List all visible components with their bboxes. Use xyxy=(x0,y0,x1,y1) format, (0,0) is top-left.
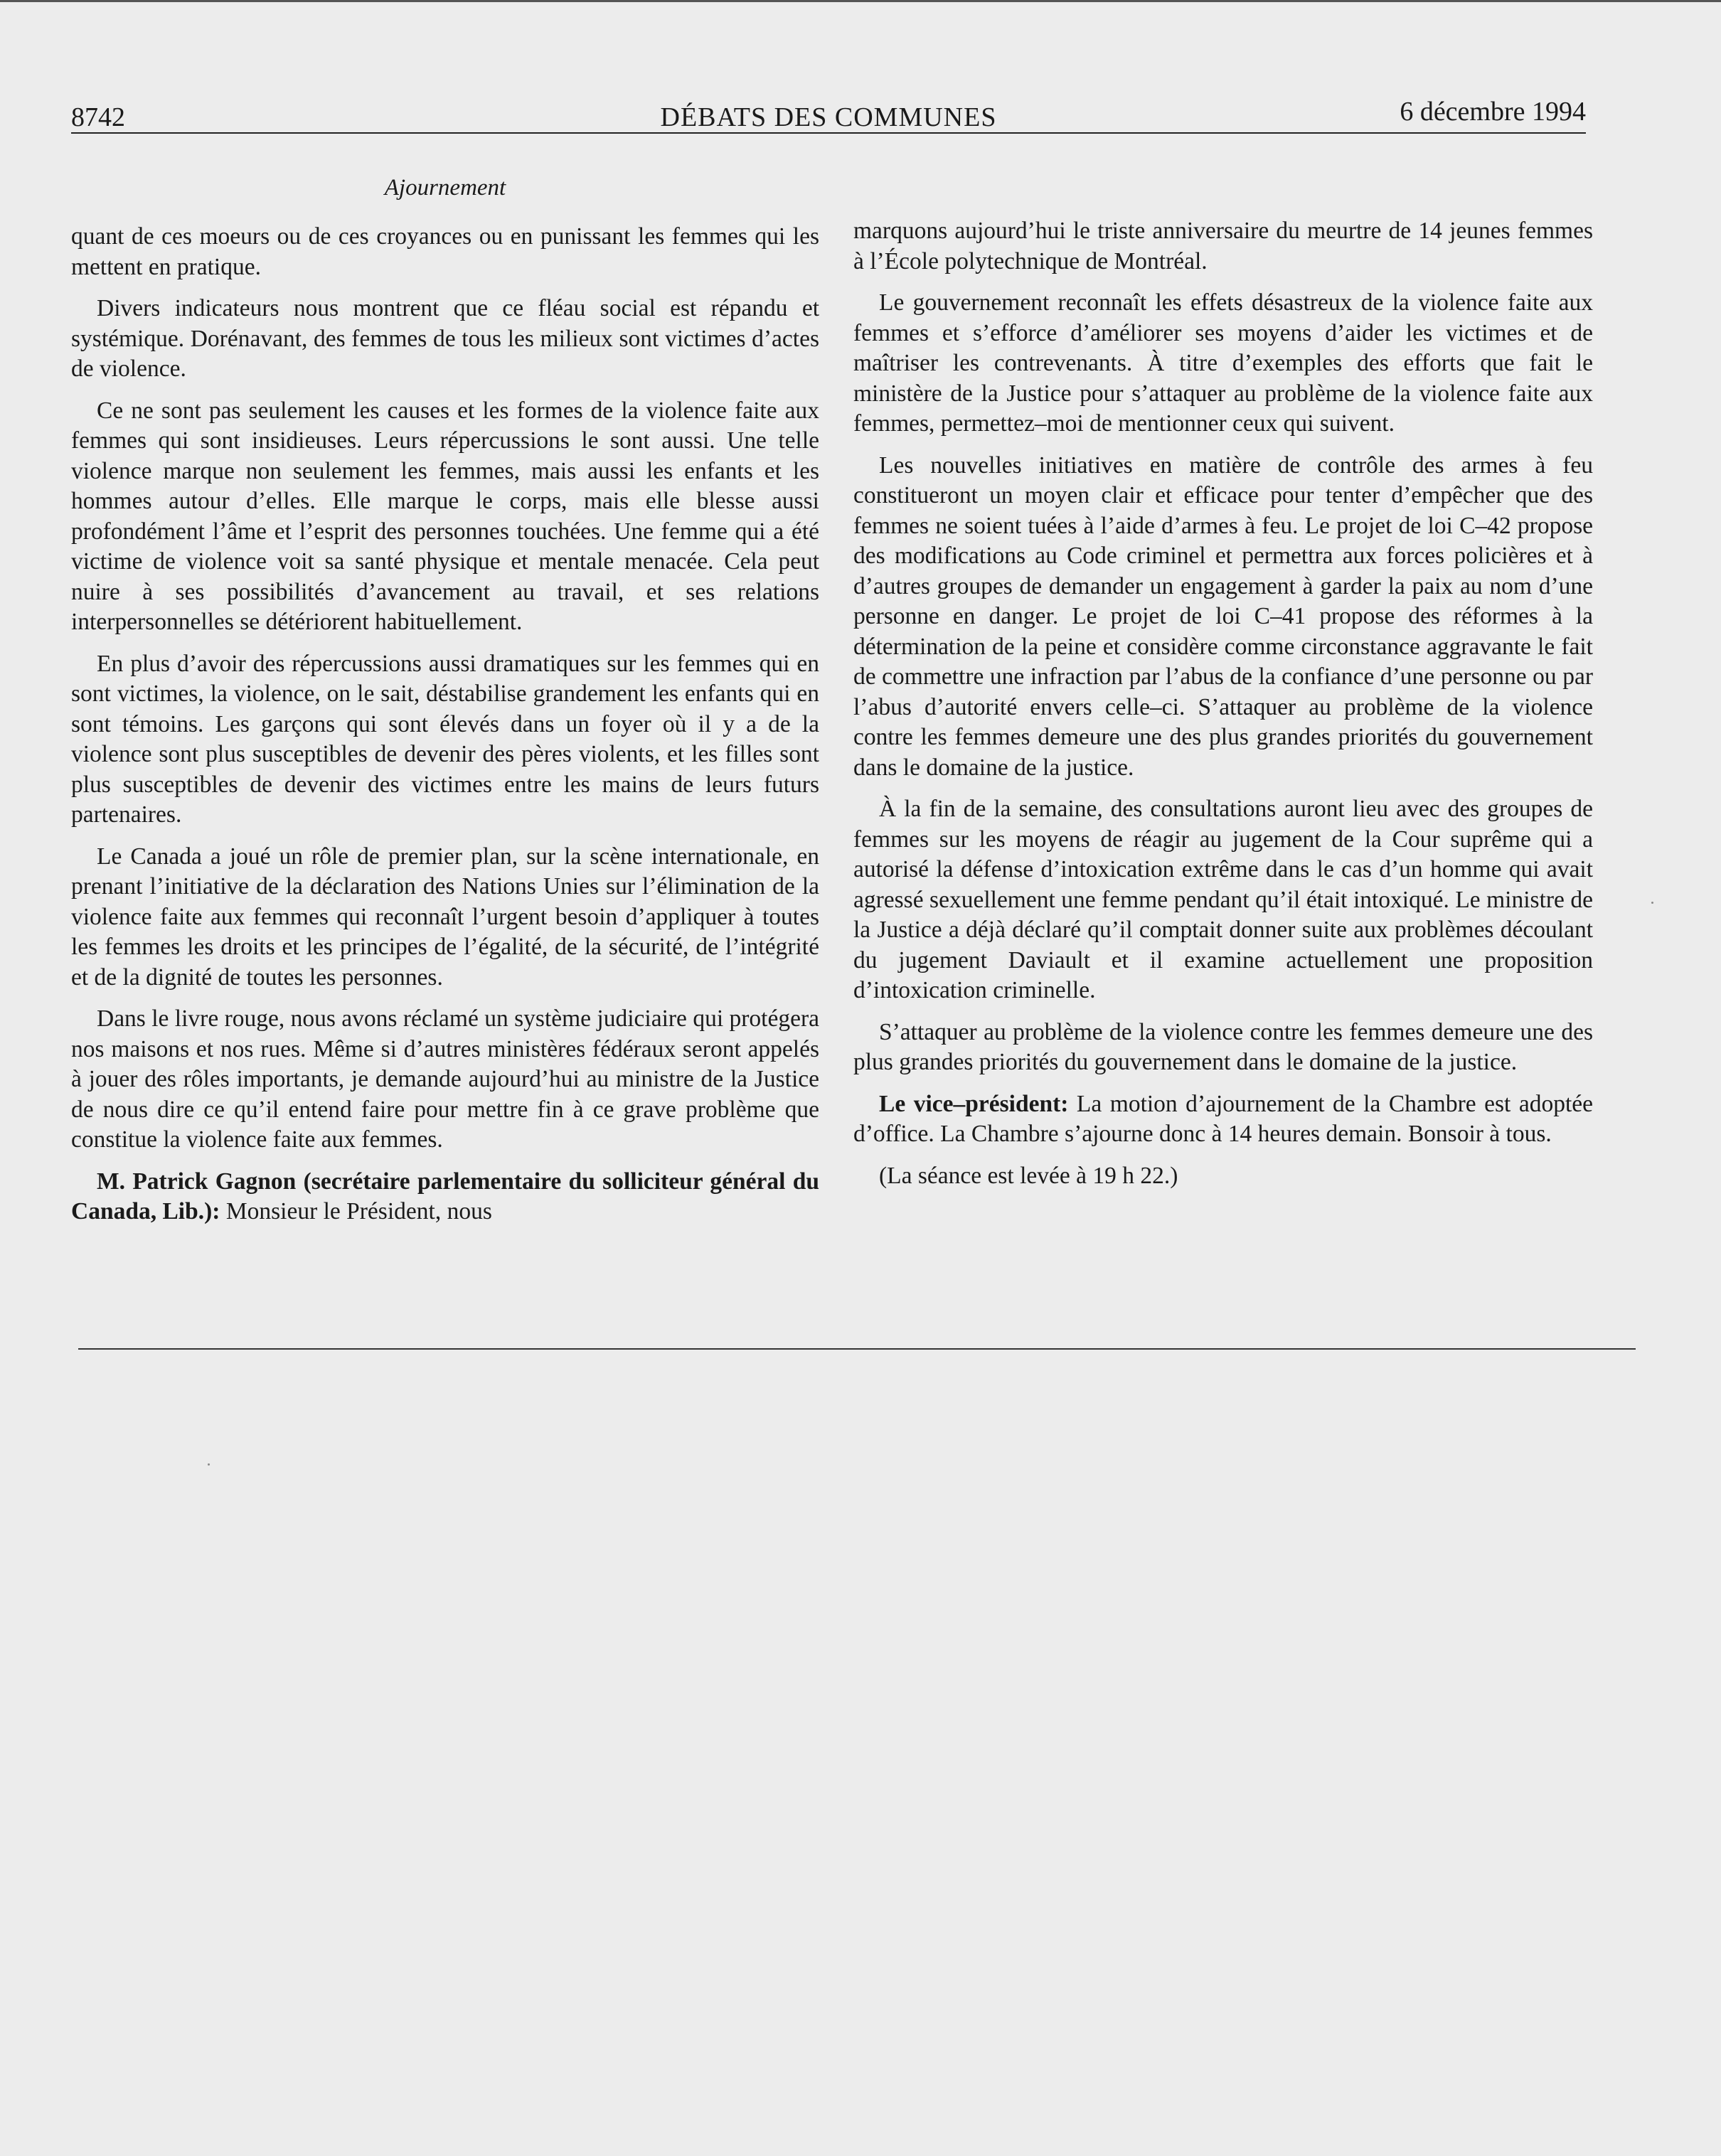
header-rule xyxy=(71,132,1586,134)
speech-text: Monsieur le Président, nous xyxy=(220,1198,492,1224)
scan-border xyxy=(0,0,1721,2)
speaker-name: M. Patrick Gagnon (secrétaire parlementaire du solliciteur général du Canada, Lib.): xyxy=(71,1168,819,1224)
publication-title: DÉBATS DES COMMUNES xyxy=(660,102,997,132)
paragraph: quant de ces moeurs ou de ces croyances ou en punissant les femmes qui les mettent en pratique. xyxy=(71,223,819,280)
paragraph: En plus d’avoir des répercussions aussi dramatiques sur les femmes qui en sont victimes, la violence, on le sait, déstabilise grandement les enfants qui en sont témoins. Les garçons qui sont élevés dans un foyer où il y a de la violence sont plus susceptibles de devenir des pères violents, et les filles sont plus susceptibles de devenir des victimes entre les mains de leurs futurs partenaires. xyxy=(71,650,819,828)
header-date: 6 décembre 1994 xyxy=(1400,97,1586,127)
paragraph: Ce ne sont pas seulement les causes et les formes de la violence faite aux femmes qui sont insidieuses. Leurs répercussions le sont aussi. Une telle violence marque non seulement les femmes, mais aussi les enfants et les hommes autour d’elles. Elle marque le corps, mais elle blesse aussi profondément l’âme et l’esprit des personnes touchées. Une femme qui a été victime de violence voit sa santé physique et mentale menacée. Cela peut nuire à ses possibilités d’avancement au travail, et ses relations interpersonnelles se détériorent habituellement. xyxy=(71,397,819,635)
speaker-paragraph xyxy=(853,1089,1593,1150)
paragraph: Dans le livre rouge, nous avons réclamé un système judiciaire qui protégera nos maisons et nos rues. Même si d’autres ministères fédéraux seront appelés à jouer des rôles importants, je demande aujourd’hui au ministre de la Justice de nous dire ce qu’il entend faire pour mettre fin à ce grave problème que constitue la violence faite aux femmes. xyxy=(71,1005,819,1153)
scan-speck xyxy=(1651,902,1653,904)
speaker-paragraph xyxy=(71,1167,819,1227)
running-header xyxy=(71,97,1586,135)
paragraph: Les nouvelles initiatives en matière de contrôle des armes à feu constitueront un moyen clair et efficace pour tenter d’empêcher que des femmes ne soient tuées à l’aide d’armes à feu. Le projet de loi C–42 propose des modifications au Code criminel et permettra aux forces policières et à d’autres groupes de demander un engagement à garder la paix au nom d’une personne en danger. Le projet de loi C–41 propose des réformes à la détermination de la peine et considère comme circonstance aggravante le fait de commettre une infraction par l’abus de la confiance d’une personne ou par l’abus d’autorité envers celle–ci. S’attaquer au problème de la violence contre les femmes demeure une des plus grandes priorités du gouvernement dans le domaine de la justice. xyxy=(853,452,1593,781)
adjournment-note: (La séance est levée à 19 h 22.) xyxy=(879,1162,1178,1189)
bottom-rule xyxy=(78,1348,1636,1350)
speech-text: La motion d’ajournement de la Chambre est adoptée d’office. La Chambre s’ajourne donc à 14 heures demain. Bonsoir à tous. xyxy=(853,1090,1593,1147)
paragraph: S’attaquer au problème de la violence contre les femmes demeure une des plus grandes priorités du gouvernement dans le domaine de la justice. xyxy=(853,1018,1593,1075)
paragraph: Le gouvernement reconnaît les effets désastreux de la violence faite aux femmes et s’efforce d’améliorer ses moyens d’aider les victimes et de maîtriser les contrevenants. À titre d’exemples des efforts que fait le ministère de la Justice pour s’attaquer au problème de la violence faite aux femmes, permettez–moi de mentionner ceux qui suivent. xyxy=(853,289,1593,437)
scan-speck xyxy=(208,1463,210,1466)
left-column xyxy=(71,222,819,1239)
paragraph: À la fin de la semaine, des consultations auront lieu avec des groupes de femmes sur les moyens de réagir au jugement de la Cour suprême qui a autorisé la défense d’intoxication extrême dans le cas d’un homme qui avait agressé sexuellement une femme pendant qu’il était intoxiqué. Le ministre de la Justice a déjà déclaré qu’il comptait donner suite aux problèmes découlant du jugement Daviault et il examine actuellement une proposition d’intoxication criminelle. xyxy=(853,796,1593,1003)
right-column xyxy=(853,216,1593,1202)
paragraph: marquons aujourd’hui le triste anniversaire du meurtre de 14 jeunes femmes à l’École polytechnique de Montréal. xyxy=(853,218,1593,274)
speaker-name: Le vice–président: xyxy=(879,1090,1069,1117)
page-number: 8742 xyxy=(71,102,125,132)
section-heading: Ajournement xyxy=(384,175,506,201)
paragraph: Le Canada a joué un rôle de premier plan, sur la scène internationale, en prenant l’initiative de la déclaration des Nations Unies sur l’élimination de la violence faite aux femmes qui reconnaît l’urgent besoin d’appliquer à toutes les femmes les droits et les principes de l’égalité, de la sécurité, de l’intégrité et de la dignité de toutes les personnes. xyxy=(71,843,819,991)
paragraph: Divers indicateurs nous montrent que ce fléau social est répandu et systémique. Dorénavant, des femmes de tous les milieux sont victimes d’actes de violence. xyxy=(71,295,819,382)
